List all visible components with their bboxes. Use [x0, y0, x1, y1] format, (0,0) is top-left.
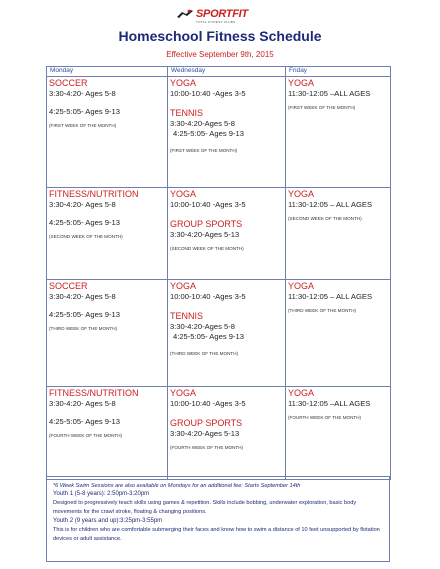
table-row — [47, 188, 391, 280]
week-note: (FOURTH WEEK OF THE MONTH) — [49, 433, 123, 438]
schedule-cell-friday — [286, 280, 391, 387]
schedule-cell-friday — [286, 188, 391, 280]
time-slot: 4:25-5:05- Ages 9-13 — [49, 218, 120, 227]
activity-heading: YOGA — [288, 189, 315, 199]
activity-heading: FITNESS/NUTRITION — [49, 189, 139, 199]
time-slot: 4:25-5:05- Ages 9-13 — [49, 310, 120, 319]
week-note: (FOURTH WEEK OF THE MONTH) — [170, 445, 244, 450]
activity-heading: YOGA — [288, 281, 315, 291]
day-header-wednesday: Wednesday — [168, 67, 286, 77]
activity-heading: YOGA — [170, 189, 197, 199]
week-note: (FIRST WEEK OF THE MONTH) — [288, 105, 356, 110]
schedule-cell-wednesday — [168, 77, 286, 188]
youth1-title: Youth 1 (5-8 years): 2:50pm-3:20pm — [53, 491, 150, 497]
time-slot: 3:30-4:20- Ages 5-8 — [49, 399, 116, 408]
runner-logo-icon — [176, 9, 194, 19]
activity-heading: FITNESS/NUTRITION — [49, 388, 139, 398]
week-note: (FIRST WEEK OF THE MONTH) — [170, 148, 238, 153]
day-header-row — [47, 67, 391, 77]
activity-heading: YOGA — [170, 388, 197, 398]
youth2-description: This is for children who are comfortable submerging their faces and know how to swim a distance of 10 feet unsupported by flotation devices or adult assistance. — [53, 527, 380, 542]
week-note: (THIRD WEEK OF THE MONTH) — [170, 351, 239, 356]
week-note: (THIRD WEEK OF THE MONTH) — [288, 308, 357, 313]
time-slot: 3:30-4:20- Ages 5-8 — [49, 89, 116, 98]
schedule-cell-wednesday — [168, 387, 286, 480]
time-slot: 3:30-4:20-Ages 5-13 — [170, 230, 240, 239]
schedule-cell-monday — [47, 188, 168, 280]
activity-heading: SOCCER — [49, 78, 88, 88]
activity-heading: YOGA — [288, 78, 315, 88]
time-slot: 10:00-10:40 -Ages 3-5 — [170, 200, 246, 209]
time-slot: 3:30-4:20-Ages 5-13 — [170, 429, 240, 438]
time-slot: 11:30-12:05 – ALL AGES — [288, 292, 373, 301]
activity-heading: YOGA — [288, 388, 315, 398]
activity-heading: GROUP SPORTS — [170, 418, 243, 428]
day-header-friday: Friday — [286, 67, 391, 77]
week-note: (SECOND WEEK OF THE MONTH) — [49, 234, 123, 239]
swim-sessions-note — [46, 476, 390, 562]
activity-heading: YOGA — [170, 281, 197, 291]
time-slot: 10:00-10:40 -Ages 3-5 — [170, 89, 246, 98]
schedule-cell-wednesday — [168, 188, 286, 280]
time-slot: 3:30-4:20-Ages 5-8 — [170, 322, 236, 331]
time-slot: 4:25-5:05- Ages 9-13 — [173, 129, 244, 138]
swim-sessions-intro: *6 Week Swim Sessions are also available on Mondays for an additional fee: Starts September 14th — [53, 483, 301, 489]
activity-heading: TENNIS — [170, 311, 204, 321]
week-note: (FOURTH WEEK OF THE MONTH) — [288, 415, 362, 420]
page-title: Homeschool Fitness Schedule — [118, 28, 322, 44]
activity-heading: YOGA — [170, 78, 197, 88]
table-row — [47, 280, 391, 387]
time-slot: 3:30-4:20- Ages 5-8 — [49, 292, 116, 301]
time-slot: 11:30-12:05 –ALL AGES — [288, 399, 371, 408]
time-slot: 10:00-10:40 -Ages 3-5 — [170, 292, 246, 301]
logo-tagline: TOTAL FITNESS CLUBS — [196, 20, 236, 24]
activity-heading: TENNIS — [170, 108, 204, 118]
logo-wordmark: SPORTFIT — [196, 8, 248, 20]
time-slot: 11:30-12:05 – ALL AGES — [288, 200, 373, 209]
schedule-cell-monday — [47, 280, 168, 387]
schedule-cell-friday — [286, 77, 391, 188]
activity-heading: GROUP SPORTS — [170, 219, 243, 229]
table-row — [47, 77, 391, 188]
time-slot: 4:25-5:05- Ages 9-13 — [49, 417, 120, 426]
day-header-monday: Monday — [47, 67, 168, 77]
youth2-title: Youth 2 (9 years and up):3:25pm-3:55pm — [53, 518, 163, 524]
time-slot: 10:00-10:40 -Ages 3-5 — [170, 399, 246, 408]
schedule-table — [46, 66, 391, 480]
time-slot: 4:25-5:05- Ages 9-13 — [173, 332, 244, 341]
sportfit-logo — [172, 8, 272, 30]
week-note: (FIRST WEEK OF THE MONTH) — [49, 123, 117, 128]
week-note: (SECOND WEEK OF THE MONTH) — [170, 246, 244, 251]
time-slot: 3:30-4:20- Ages 5-8 — [49, 200, 116, 209]
time-slot: 4:25-5:05- Ages 9-13 — [49, 107, 120, 116]
effective-date: Effective September 9th, 2015 — [166, 50, 274, 59]
schedule-cell-friday — [286, 387, 391, 480]
schedule-cell-wednesday — [168, 280, 286, 387]
activity-heading: SOCCER — [49, 281, 88, 291]
time-slot: 11:30-12:05 –ALL AGES — [288, 89, 371, 98]
week-note: (THIRD WEEK OF THE MONTH) — [49, 326, 118, 331]
schedule-cell-monday — [47, 387, 168, 480]
table-row — [47, 387, 391, 480]
youth1-description: Designed to progressively teach skills using games & repetition. Skills include bobbing, underwater exploration, basic body movements for the crawl stroke, floating & changing positions. — [53, 500, 357, 515]
schedule-cell-monday — [47, 77, 168, 188]
time-slot: 3:30-4:20-Ages 5-8 — [170, 119, 236, 128]
week-note: (SECOND WEEK OF THE MONTH) — [288, 216, 362, 221]
